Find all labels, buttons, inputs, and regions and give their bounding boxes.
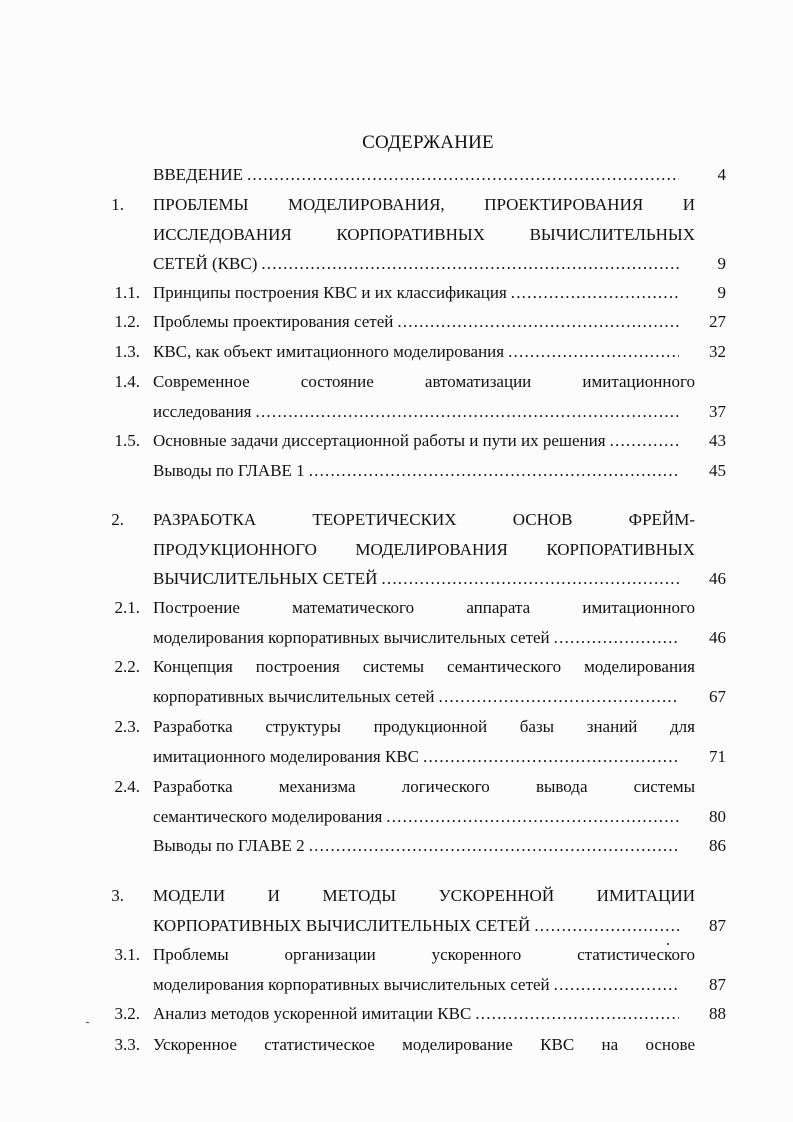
toc-entry-number: 2. xyxy=(111,510,124,529)
toc-entry-number: 2.4. xyxy=(114,777,140,796)
toc-entry-text-line xyxy=(153,249,695,279)
toc-page-number: 4 xyxy=(717,165,726,184)
toc-entry-text-line: РАЗРАБОТКА ТЕОРЕТИЧЕСКИХ ОСНОВ ФРЕЙМ- xyxy=(153,510,695,529)
toc-entry-text: Основные задачи диссертационной работы и пути их решения xyxy=(153,431,606,450)
toc-entry-text-line: Ускоренное статистическое моделирование КВС на основе xyxy=(153,1035,695,1054)
toc-page-number: 46 xyxy=(709,627,726,647)
dot-leader xyxy=(309,456,679,486)
toc-entry-text-line: ПРОДУКЦИОННОГО МОДЕЛИРОВАНИЯ КОРПОРАТИВНЫХ xyxy=(153,539,695,559)
toc-entry-text: моделирования корпоративных вычислительных сетей xyxy=(153,627,550,647)
dot-leader xyxy=(439,682,680,712)
toc-page-number: 71 xyxy=(709,746,726,766)
toc-entry-text: СЕТЕЙ (КВС) xyxy=(153,254,258,273)
toc-entry-text: ВВЕДЕНИЕ xyxy=(153,165,243,184)
toc-entry-text-line: Проблемы организации ускоренного статистического xyxy=(153,945,695,964)
toc-entry-text-line: МОДЕЛИ И МЕТОДЫ УСКОРЕННОЙ ИМИТАЦИИ xyxy=(153,886,695,905)
toc-entry-number: 1.3. xyxy=(114,342,140,361)
toc-page-number: 45 xyxy=(709,461,726,480)
toc-page-number: 87 xyxy=(709,974,726,994)
scan-speck xyxy=(86,1022,89,1023)
toc-entry-text: моделирования корпоративных вычислительных сетей xyxy=(153,974,550,994)
toc-entry-number: 2.1. xyxy=(114,598,140,617)
scan-speck xyxy=(667,943,669,945)
toc-entry-number: 3. xyxy=(111,886,124,905)
toc-entry-text-line xyxy=(153,999,695,1029)
toc-entry-text-line xyxy=(153,831,695,861)
toc-entry-text: корпоративных вычислительных сетей xyxy=(153,686,435,706)
page-title: СОДЕРЖАНИЕ xyxy=(362,132,494,153)
dot-leader xyxy=(475,999,679,1029)
toc-page-number: 87 xyxy=(709,915,726,935)
toc-page-number: 88 xyxy=(709,1004,726,1023)
toc-page-number: 32 xyxy=(709,342,726,361)
toc-page-number: 9 xyxy=(717,254,726,273)
toc-entry-text-line xyxy=(153,564,695,594)
toc-entry-text-line xyxy=(153,802,695,832)
toc-entry-text: КОРПОРАТИВНЫХ ВЫЧИСЛИТЕЛЬНЫХ СЕТЕЙ xyxy=(153,915,531,935)
toc-entry-text-line: Современное состояние автоматизации имитационного xyxy=(153,372,695,391)
dot-leader xyxy=(309,831,679,861)
toc-entry-text-line: ПРОБЛЕМЫ МОДЕЛИРОВАНИЯ, ПРОЕКТИРОВАНИЯ И xyxy=(153,195,695,214)
toc-entry-text-line xyxy=(153,456,695,486)
toc-entry-text: имитационного моделирования КВС xyxy=(153,746,419,766)
toc-entry-number: 1.1. xyxy=(114,283,140,302)
toc-page-number: 67 xyxy=(709,686,726,706)
toc-entry-text-line: Концепция построения системы семантического моделирования xyxy=(153,657,695,676)
dot-leader xyxy=(256,397,679,427)
toc-entry-number: 2.3. xyxy=(114,717,140,736)
toc-entry-number: 1.5. xyxy=(114,431,140,450)
toc-entry-text: ВЫЧИСЛИТЕЛЬНЫХ СЕТЕЙ xyxy=(153,569,378,588)
toc-entry-text-line xyxy=(153,911,695,941)
toc-entry-text-line xyxy=(153,337,695,367)
toc-entry-text-line xyxy=(153,970,695,1000)
toc-entry-text-line: Разработка структуры продукционной базы знаний для xyxy=(153,717,695,736)
dot-leader xyxy=(261,249,679,279)
toc-entry-text: исследования xyxy=(153,401,252,421)
toc-entry-number: 3.1. xyxy=(114,945,140,964)
dot-leader xyxy=(610,426,679,456)
toc-entry-text: Выводы по ГЛАВЕ 2 xyxy=(153,836,305,855)
toc-entry-text-line xyxy=(153,742,695,772)
toc-entry-text-line xyxy=(153,426,695,456)
toc-entry-text: КВС, как объект имитационного моделирования xyxy=(153,342,505,361)
toc-entry-text-line: Построение математического аппарата имитационного xyxy=(153,598,695,617)
toc-page-number: 86 xyxy=(709,836,726,855)
toc-entry-number: 1. xyxy=(111,195,124,214)
dot-leader xyxy=(508,337,679,367)
toc-entry-text-line xyxy=(153,307,695,337)
toc-page-number: 9 xyxy=(717,283,726,302)
toc-page-number: 43 xyxy=(709,431,726,450)
toc-entry-number: 3.2. xyxy=(114,1004,140,1023)
toc-entry-number: 2.2. xyxy=(114,657,140,676)
toc-entry-text: семантического моделирования xyxy=(153,806,383,826)
toc-entry-text-line xyxy=(153,278,695,308)
toc-entry-text-line xyxy=(153,623,695,653)
dot-leader xyxy=(511,278,679,308)
toc-entry-text-line xyxy=(153,682,695,712)
toc-entry-text-line: ИССЛЕДОВАНИЯ КОРПОРАТИВНЫХ ВЫЧИСЛИТЕЛЬНЫХ xyxy=(153,224,695,244)
dot-leader xyxy=(423,742,679,772)
toc-entry-number: 3.3. xyxy=(114,1035,140,1054)
dot-leader xyxy=(554,970,679,1000)
toc-page-number: 80 xyxy=(709,806,726,826)
toc-page-number: 27 xyxy=(709,312,726,331)
dot-leader xyxy=(534,911,679,941)
toc-entry-text-line xyxy=(153,397,695,427)
toc-entry-text-line xyxy=(153,160,695,190)
toc-entry-text-line: Разработка механизма логического вывода системы xyxy=(153,777,695,796)
toc-entry-number: 1.2. xyxy=(114,312,140,331)
toc-entry-number: 1.4. xyxy=(114,372,140,391)
dot-leader xyxy=(397,307,679,337)
toc-entry-text: Анализ методов ускоренной имитации КВС xyxy=(153,1004,472,1023)
toc-entry-text: Принципы построения КВС и их классификация xyxy=(153,283,507,302)
toc-entry-text: Выводы по ГЛАВЕ 1 xyxy=(153,461,305,480)
toc-entry-text: Проблемы проектирования сетей xyxy=(153,312,394,331)
dot-leader xyxy=(381,564,679,594)
toc-page-number: 46 xyxy=(709,569,726,588)
dot-leader xyxy=(386,802,679,832)
dot-leader xyxy=(554,623,679,653)
toc-page-number: 37 xyxy=(709,401,726,421)
dot-leader xyxy=(247,160,679,190)
